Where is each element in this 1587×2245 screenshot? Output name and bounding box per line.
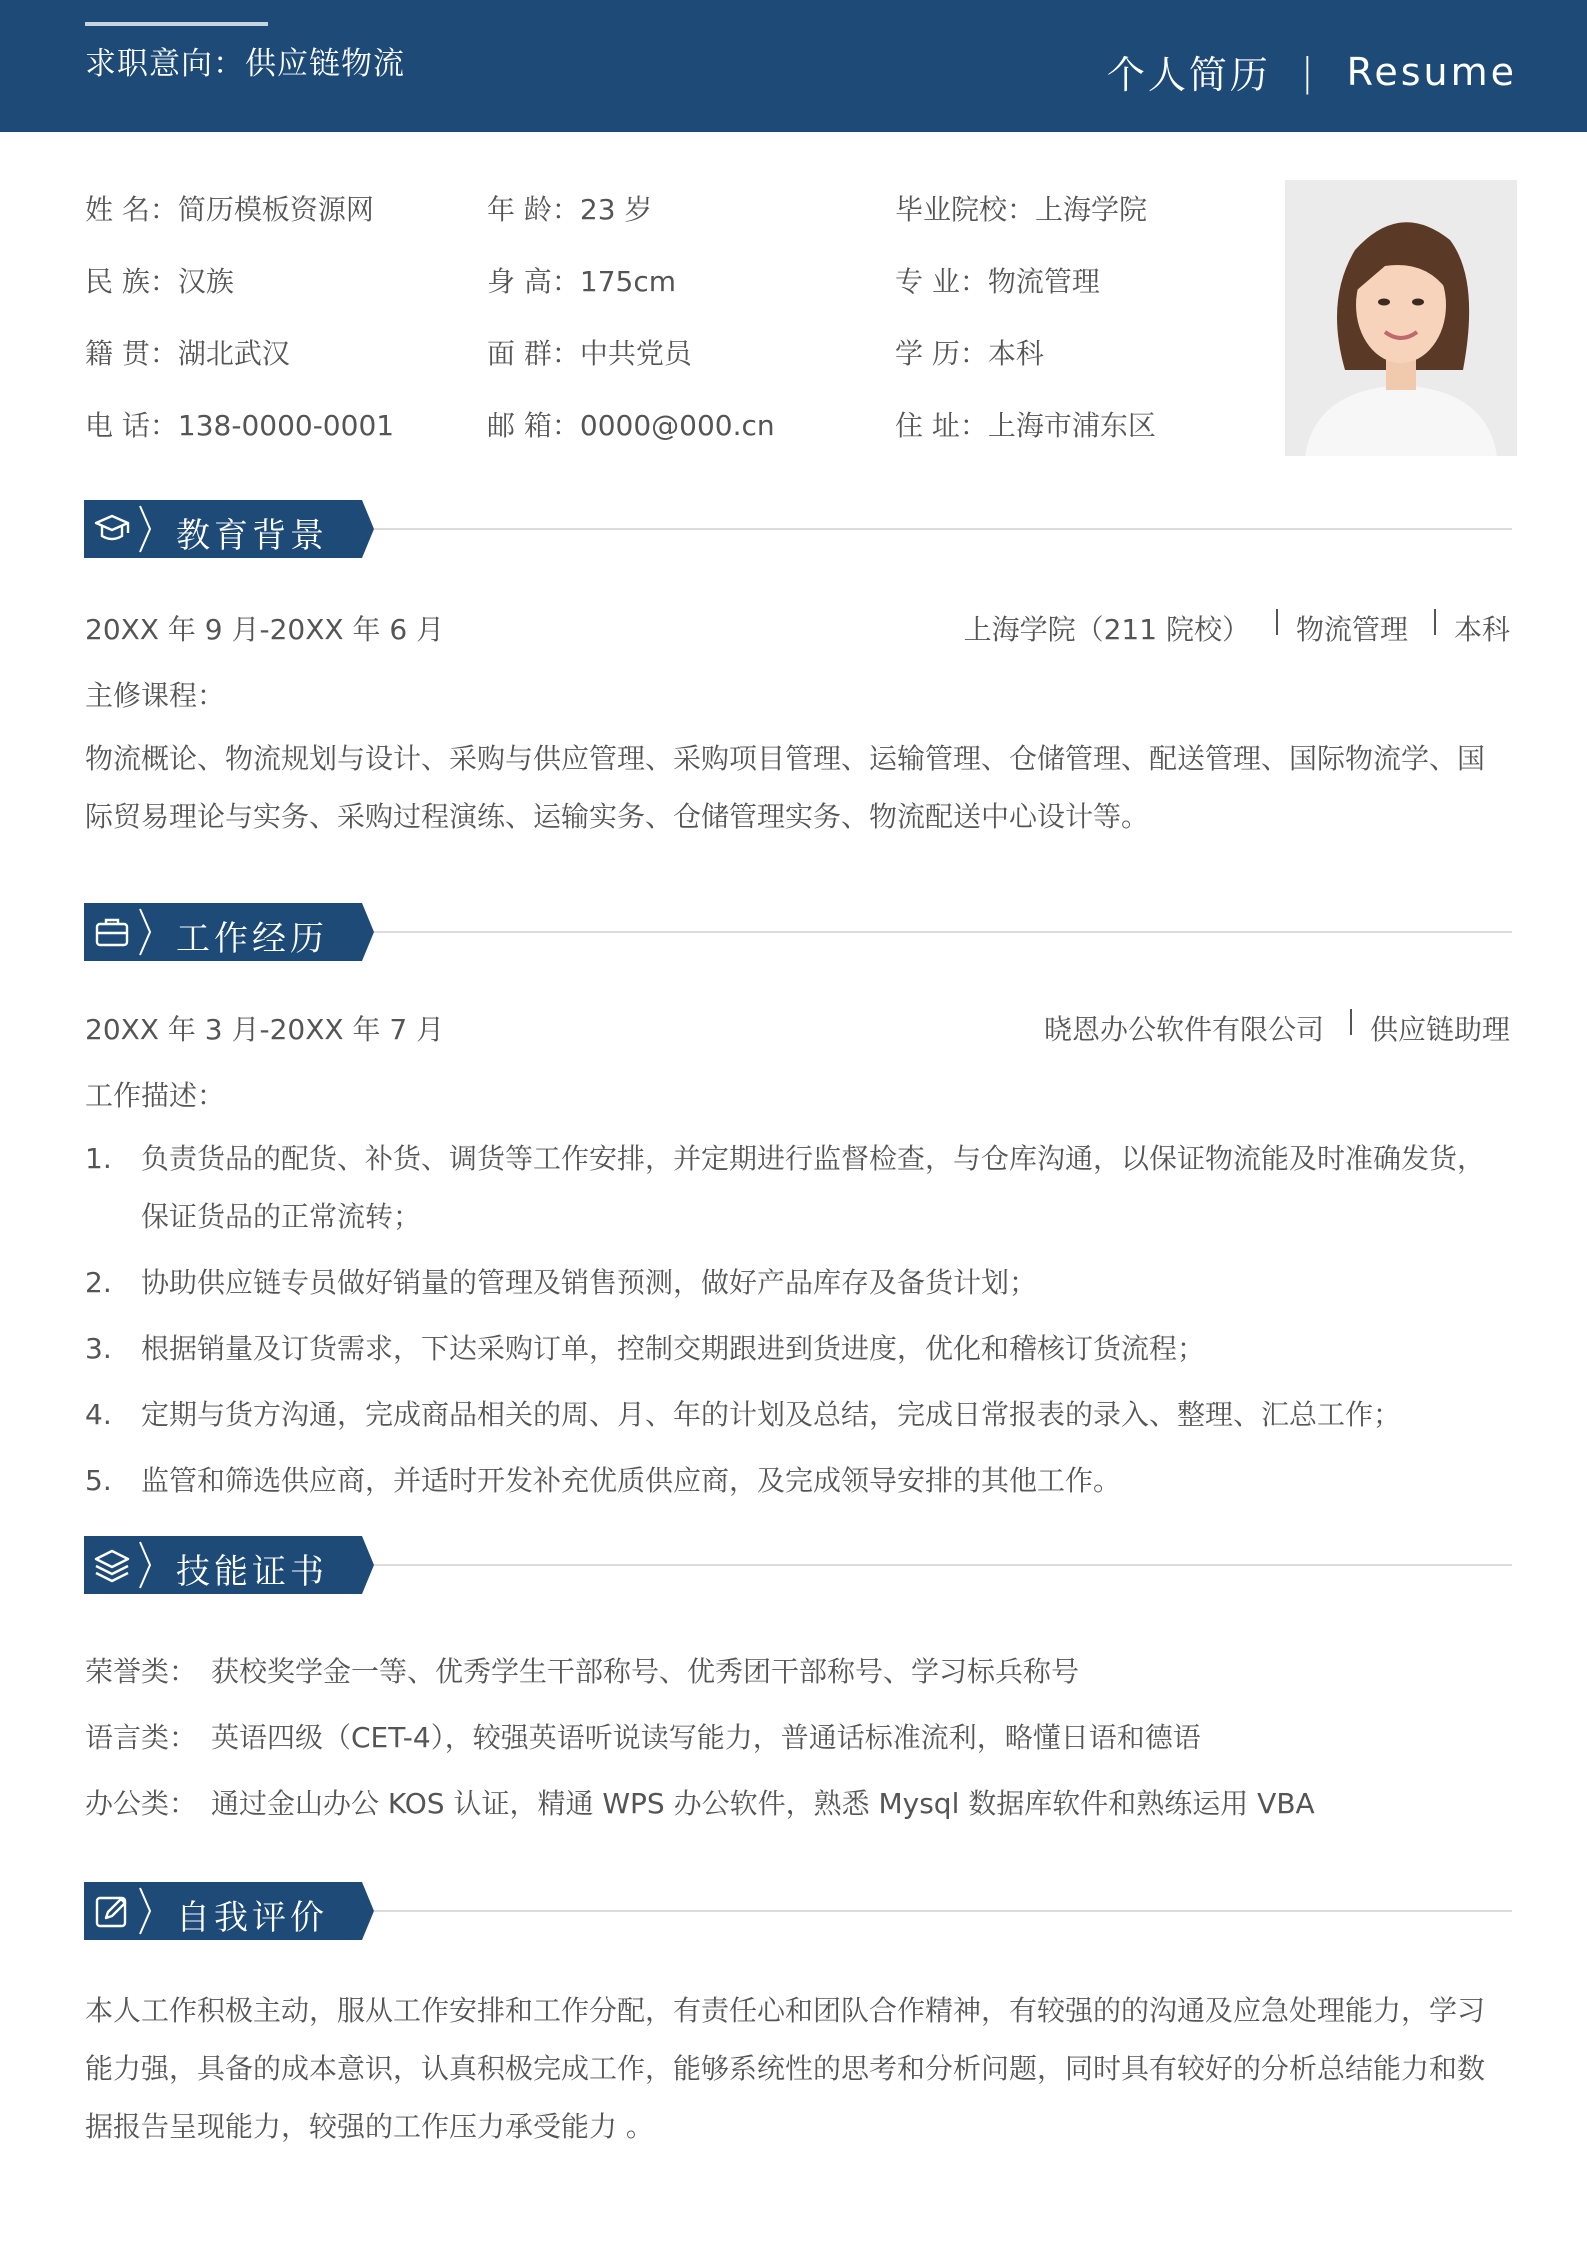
education-major: 物流管理 — [1295, 613, 1408, 646]
skill-item — [85, 1716, 1201, 1756]
list-number: 5. — [85, 1464, 112, 1497]
info-address: 住 址：上海市浦东区 — [895, 409, 1156, 442]
section-tab — [84, 500, 374, 558]
list-number: 3. — [85, 1332, 112, 1365]
education-entry — [85, 608, 1510, 648]
skill-value: 英语四级（CET-4），较强英语听说读写能力，普通话标准流利，略懂日语和德语 — [211, 1721, 1201, 1754]
profile-photo — [1285, 180, 1517, 456]
work-entry — [85, 1008, 1510, 1048]
section-work — [84, 903, 1512, 961]
list-number: 4. — [85, 1398, 112, 1431]
skill-item — [85, 1650, 1079, 1690]
divider-bar — [1434, 609, 1436, 635]
info-height: 身 高：175cm — [487, 265, 677, 298]
work-role: 供应链助理 — [1369, 1013, 1510, 1046]
divider-bar — [1350, 1009, 1352, 1035]
info-ethnicity: 民 族：汉族 — [85, 265, 234, 298]
resume-title — [1107, 44, 1517, 99]
education-degree: 本科 — [1453, 613, 1510, 646]
header-bar — [0, 0, 1587, 132]
section-skills — [84, 1536, 1512, 1594]
list-text: 监管和筛选供应商，并适时开发补充优质供应商，及完成领导安排的其他工作。 — [141, 1464, 1122, 1497]
list-number: 2. — [85, 1266, 112, 1299]
title-separator: | — [1300, 49, 1317, 94]
section-education — [84, 500, 1512, 558]
info-hometown: 籍 贯：湖北武汉 — [85, 337, 290, 370]
info-age: 年 龄：23 岁 — [487, 193, 653, 226]
section-title: 教育背景 — [176, 516, 328, 556]
briefcase-icon — [92, 912, 132, 952]
section-self-eval — [84, 1882, 1512, 1940]
work-desc-label: 工作描述： — [85, 1079, 226, 1112]
title-cn: 个人简历 — [1106, 53, 1271, 97]
divider-bar — [1276, 609, 1278, 635]
section-divider — [374, 1910, 1512, 1912]
section-tab — [84, 1882, 374, 1940]
section-title: 技能证书 — [176, 1552, 328, 1592]
education-period: 20XX 年 9 月-20XX 年 6 月 — [85, 613, 445, 646]
section-title: 自我评价 — [176, 1898, 328, 1938]
info-name: 姓 名：简历模板资源网 — [85, 193, 374, 226]
section-divider — [374, 528, 1512, 530]
skill-item — [85, 1782, 1315, 1822]
info-major: 专 业：物流管理 — [895, 265, 1100, 298]
education-school: 上海学院（211 院校） — [963, 613, 1250, 646]
work-period: 20XX 年 3 月-20XX 年 7 月 — [85, 1013, 445, 1046]
section-title: 工作经历 — [176, 919, 328, 959]
list-text: 协助供应链专员做好销量的管理及销售预测，做好产品库存及备货计划； — [141, 1266, 1038, 1299]
graduation-cap-icon — [92, 509, 132, 549]
skill-value: 通过金山办公 KOS 认证，精通 WPS 办公软件，熟悉 Mysql 数据库软件和熟练运用 VBA — [211, 1787, 1315, 1820]
info-degree: 学 历：本科 — [895, 337, 1044, 370]
info-phone: 电 话：138-0000-0001 — [85, 409, 395, 442]
courses-text: 物流概论、物流规划与设计、采购与供应管理、采购项目管理、运输管理、仓储管理、配送管理、国际物流学、国际贸易理论与实务、采购过程演练、运输实务、仓储管理实务、物流配送中心设计等。 — [85, 742, 1486, 833]
info-political: 面 群：中共党员 — [487, 337, 692, 370]
title-en: Resume — [1346, 49, 1517, 94]
edit-icon — [92, 1891, 132, 1931]
layers-icon — [92, 1545, 132, 1585]
job-objective: 求职意向：供应链物流 — [85, 46, 405, 82]
info-school: 毕业院校：上海学院 — [895, 193, 1148, 226]
list-text: 定期与货方沟通，完成商品相关的周、月、年的计划及总结，完成日常报表的录入、整理、汇总工作； — [141, 1398, 1402, 1431]
section-tab — [84, 1536, 374, 1594]
section-divider — [374, 931, 1512, 933]
skill-value: 获校奖学金一等、优秀学生干部称号、优秀团干部称号、学习标兵称号 — [211, 1655, 1080, 1688]
skill-key: 办公类： — [85, 1787, 198, 1820]
section-tab — [84, 903, 374, 961]
section-divider — [374, 1564, 1512, 1566]
skill-key: 语言类： — [85, 1721, 198, 1754]
self-eval-text: 本人工作积极主动，服从工作安排和工作分配，有责任心和团队合作精神，有较强的的沟通及应急处理能力，学习能力强，具备的成本意识，认真积极完成工作，能够系统性的思考和分析问题，同时具有较好的分析总结能力和数据报告呈现能力，较强的工作压力承受能力 。 — [85, 1994, 1486, 2143]
list-number: 1. — [85, 1142, 112, 1175]
info-email: 邮 箱：0000@000.cn — [487, 409, 775, 442]
skill-key: 荣誉类： — [85, 1655, 198, 1688]
work-company: 晓恩办公软件有限公司 — [1043, 1013, 1324, 1046]
header-accent-line — [85, 22, 268, 26]
courses-label: 主修课程： — [85, 679, 226, 712]
list-text: 负责货品的配货、补货、调货等工作安排，并定期进行监督检查，与仓库沟通，以保证物流能及时准确发货，保证货品的正常流转； — [141, 1142, 1486, 1233]
list-text: 根据销量及订货需求，下达采购订单，控制交期跟进到货进度，优化和稽核订货流程； — [141, 1332, 1206, 1365]
